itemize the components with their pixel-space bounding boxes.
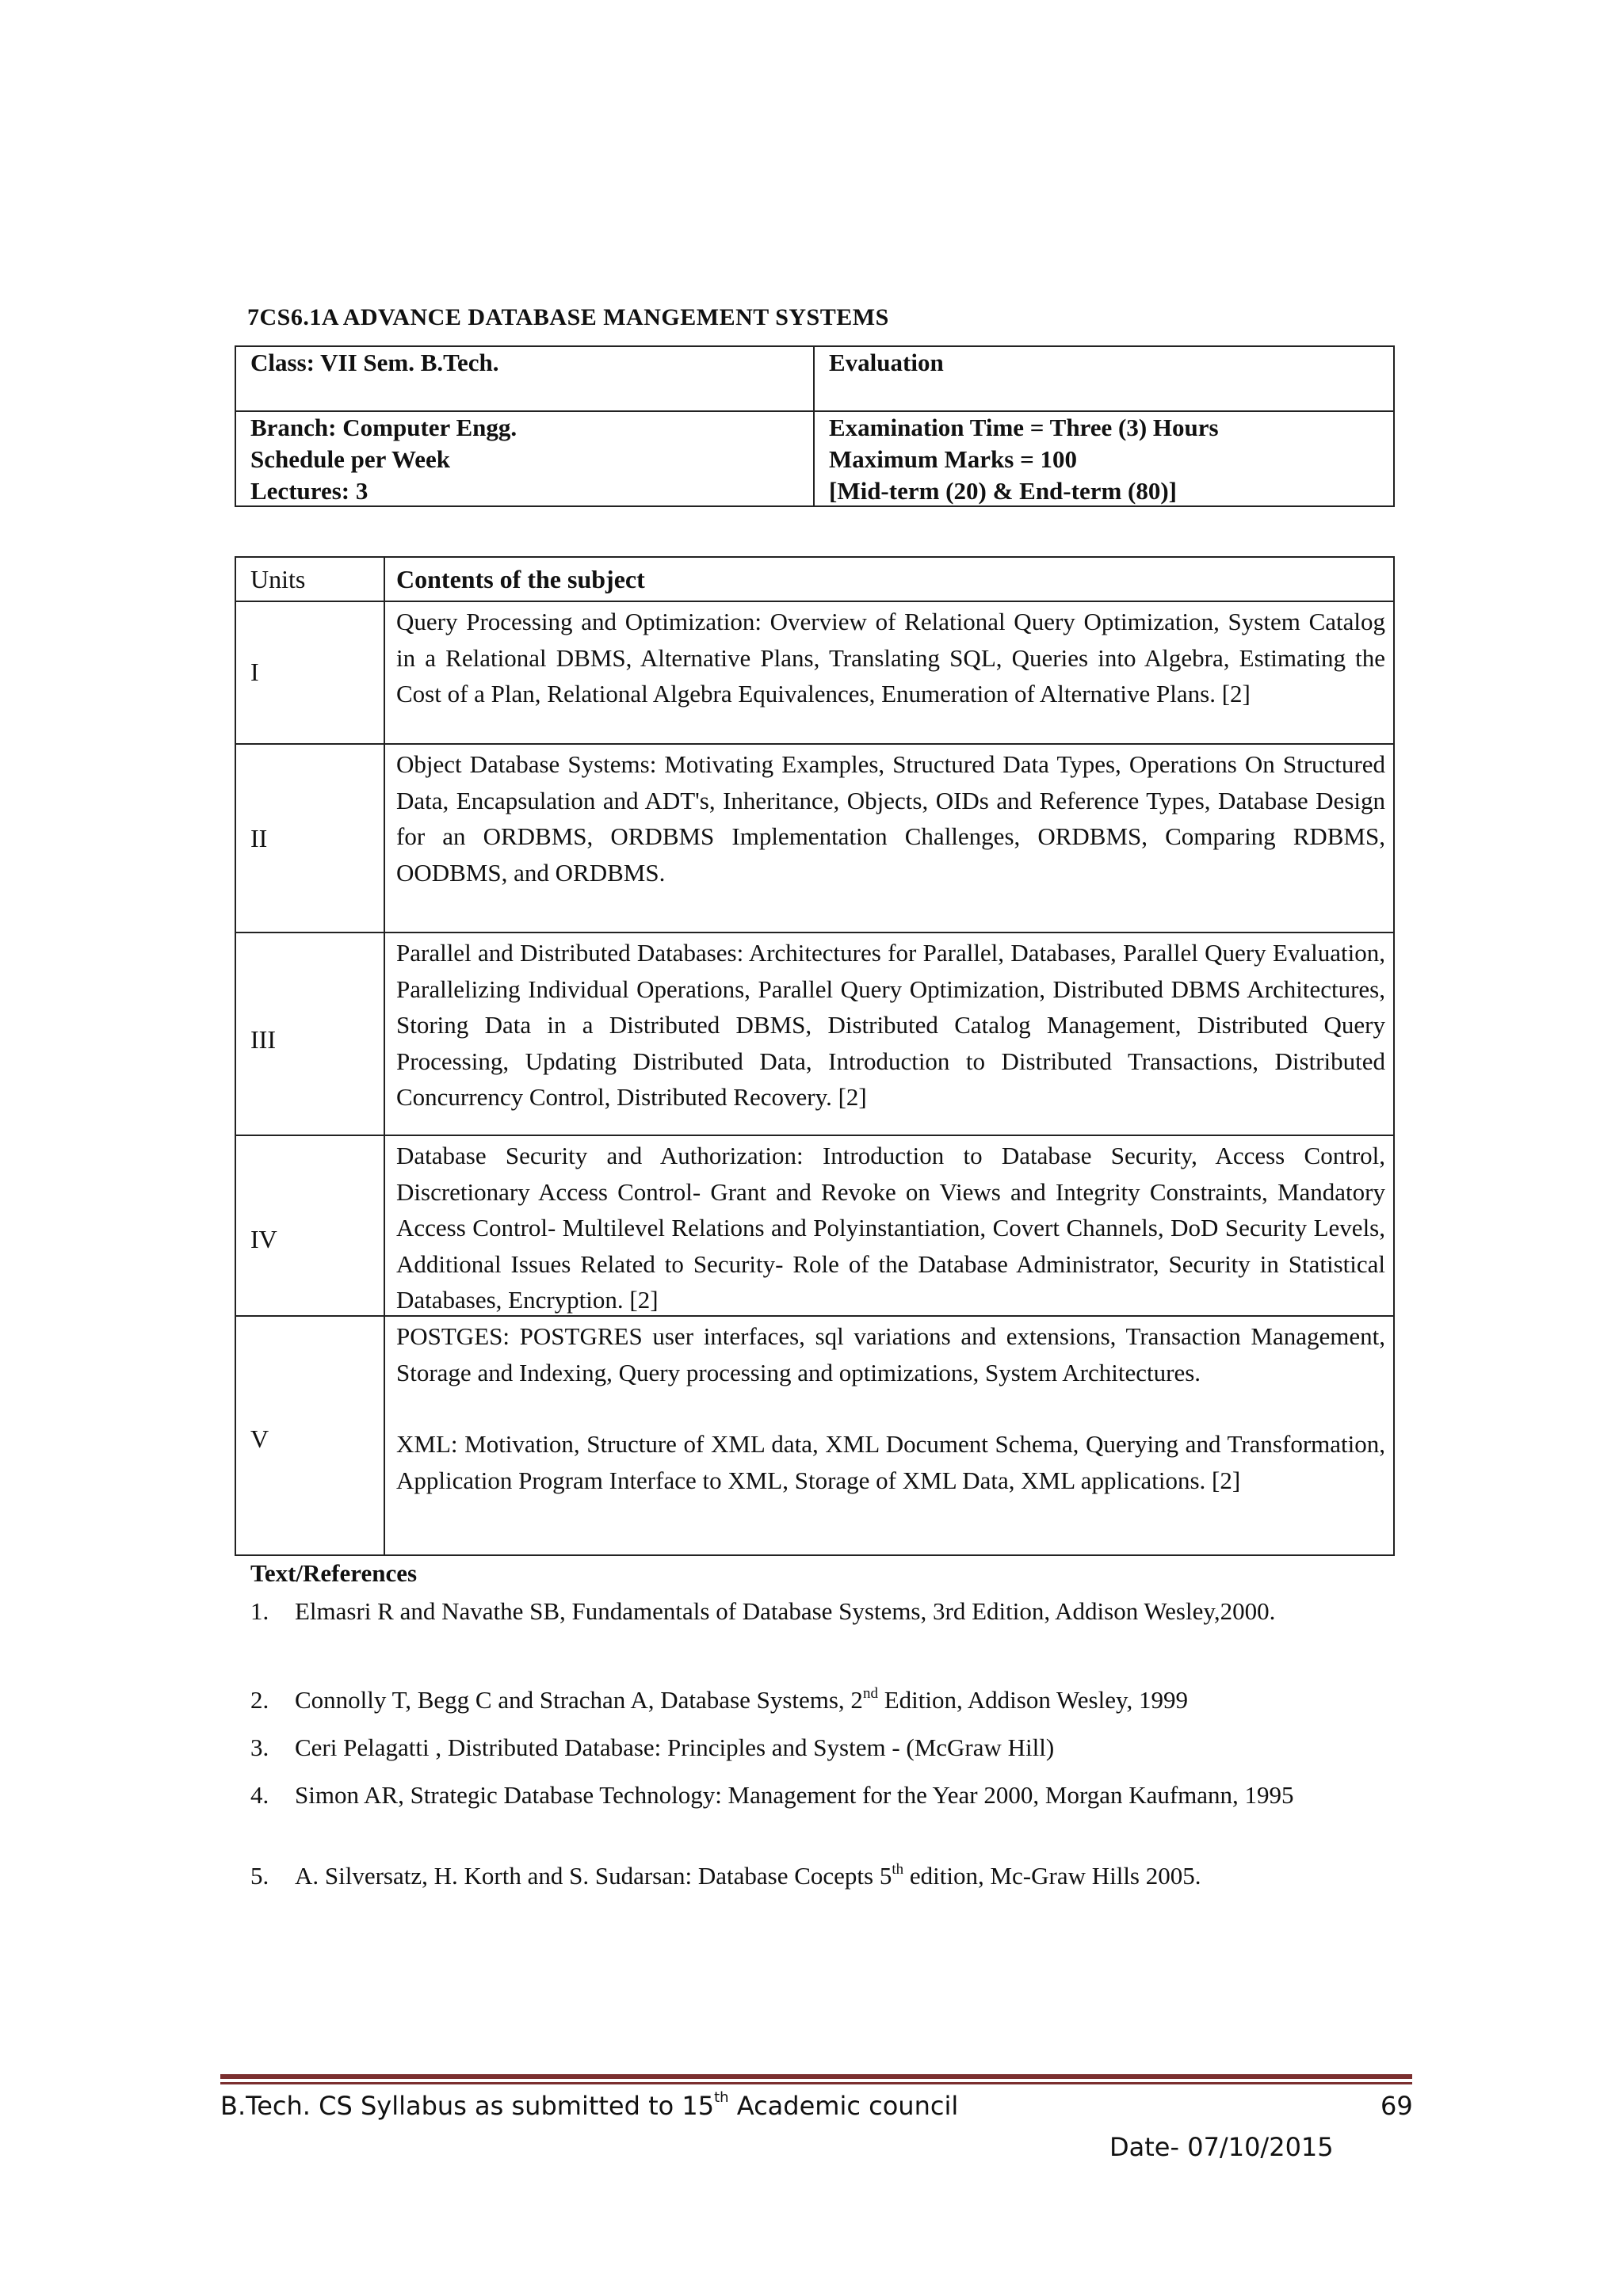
unit-content: Query Processing and Optimization: Overview of Relational Query Optimization, System Catalog in a Relational DBMS, Alternative Plans, Translating SQL, Queries into Algebra, Estimating the Cost of a Plan, Relational Algebra Equivalences, Enumeration of Alternative Plans. [2] xyxy=(396,608,1385,708)
unit-label: IV xyxy=(250,1225,277,1253)
exam-time-label: Examination Time = Three (3) Hours xyxy=(829,414,1219,441)
units-table xyxy=(235,556,1395,1556)
course-title: 7CS6.1A ADVANCE DATABASE MANGEMENT SYSTEMS xyxy=(247,304,889,330)
unit-content: Database Security and Authorization: Introduction to Database Security, Access Control, Discretionary Access Control- Grant and Revoke on Views and Integrity Constraints, Mandatory Access Control- Multilevel Relations and Polyinstantiation, Covert Channels, DoD Security Levels, Additional Issues Related to Security- Role of the Database Administrator, Security in Statistical Databases, Encryption. [2] xyxy=(396,1142,1385,1314)
reference-superscript: nd xyxy=(862,1684,878,1702)
footer-caption xyxy=(220,2087,958,2125)
table-divider xyxy=(236,601,1393,602)
unit-content: POSTGES: POSTGRES user interfaces, sql variations and extensions, Transaction Management, Storage and Indexing, Query processing and optimizations, System Architectures. xyxy=(396,1322,1385,1386)
table-divider xyxy=(384,558,385,1554)
reference-text-tail: Edition, Addison Wesley, 1999 xyxy=(877,1686,1188,1714)
branch-cell xyxy=(250,412,517,507)
reference-item xyxy=(250,1860,1385,1892)
branch-label: Branch: Computer Engg. xyxy=(250,414,517,441)
reference-number: 5. xyxy=(250,1862,269,1890)
reference-item xyxy=(250,1779,1385,1811)
reference-text: A. Silversatz, H. Korth and S. Sudarsan: Database Cocepts 5 xyxy=(295,1862,892,1890)
marks-split-label: [Mid-term (20) & End-term (80)] xyxy=(829,477,1178,505)
reference-text: Simon AR, Strategic Database Technology: Management for the Year 2000, Morgan Kaufmann, 1995 xyxy=(295,1781,1294,1809)
reference-text: Ceri Pelagatti , Distributed Database: Principles and System - (McGraw Hill) xyxy=(295,1733,1055,1761)
unit-label: I xyxy=(250,658,259,686)
reference-superscript: th xyxy=(892,1860,904,1878)
schedule-label: Schedule per Week xyxy=(250,445,451,473)
reference-item xyxy=(250,1732,1385,1764)
unit-label: II xyxy=(250,824,268,852)
table-divider xyxy=(813,347,815,505)
footer-rule xyxy=(220,2074,1412,2079)
exam-cell xyxy=(829,412,1219,507)
reference-item xyxy=(250,1684,1385,1716)
reference-number: 4. xyxy=(250,1781,269,1809)
reference-text-tail: edition, Mc-Graw Hills 2005. xyxy=(903,1862,1201,1890)
footer-rule xyxy=(220,2082,1412,2084)
reference-item xyxy=(250,1596,1385,1627)
units-column-header: Units xyxy=(250,565,306,593)
footer-superscript: th xyxy=(714,2089,729,2107)
evaluation-cell xyxy=(829,347,944,379)
footer-caption-tail: Academic council xyxy=(728,2091,959,2121)
contents-column-header: Contents of the subject xyxy=(396,565,645,593)
course-info-table xyxy=(235,345,1395,507)
reference-number: 2. xyxy=(250,1686,269,1714)
reference-text: Connolly T, Begg C and Strachan A, Database Systems, 2 xyxy=(295,1686,863,1714)
table-divider xyxy=(236,932,1393,933)
footer-caption-text: B.Tech. CS Syllabus as submitted to 15 xyxy=(220,2091,715,2121)
unit-content: Parallel and Distributed Databases: Architectures for Parallel, Databases, Parallel Query Evaluation, Parallelizing Individual Operations, Parallel Query Optimization, Distributed DBMS Architectures, Storing Data in a Distributed DBMS, Distributed Catalog Management, Distributed Query Processing, Updating Distributed Data, Introduction to Distributed Transactions, Distributed Concurrency Control, Distributed Recovery. [2] xyxy=(396,939,1385,1112)
class-cell xyxy=(250,347,499,379)
reference-number: 1. xyxy=(250,1597,269,1625)
page-number: 69 xyxy=(1381,2091,1413,2121)
evaluation-label: Evaluation xyxy=(829,349,944,376)
table-divider xyxy=(236,1135,1393,1136)
reference-text: Elmasri R and Navathe SB, Fundamentals of Database Systems, 3rd Edition, Addison Wesley,2000. xyxy=(295,1597,1276,1625)
unit-content-xml: XML: Motivation, Structure of XML data, XML Document Schema, Querying and Transformation, Application Program Interface to XML, Storage of XML Data, XML applications. [2] xyxy=(396,1430,1385,1494)
reference-number: 3. xyxy=(250,1733,269,1761)
unit-label: III xyxy=(250,1025,276,1054)
table-divider xyxy=(236,743,1393,745)
unit-label: V xyxy=(250,1425,269,1453)
references-heading: Text/References xyxy=(250,1559,418,1587)
max-marks-label: Maximum Marks = 100 xyxy=(829,445,1077,473)
class-label: Class: VII Sem. B.Tech. xyxy=(250,349,499,376)
footer-date: Date- 07/10/2015 xyxy=(1109,2132,1334,2162)
lectures-label: Lectures: 3 xyxy=(250,477,369,505)
unit-content: Object Database Systems: Motivating Examples, Structured Data Types, Operations On Structured Data, Encapsulation and ADT's, Inheritance, Objects, OIDs and Reference Types, Database Design for an ORDBMS, ORDBMS Implementation Challenges, ORDBMS, Comparing RDBMS, OODBMS, and ORDBMS. xyxy=(396,750,1385,887)
